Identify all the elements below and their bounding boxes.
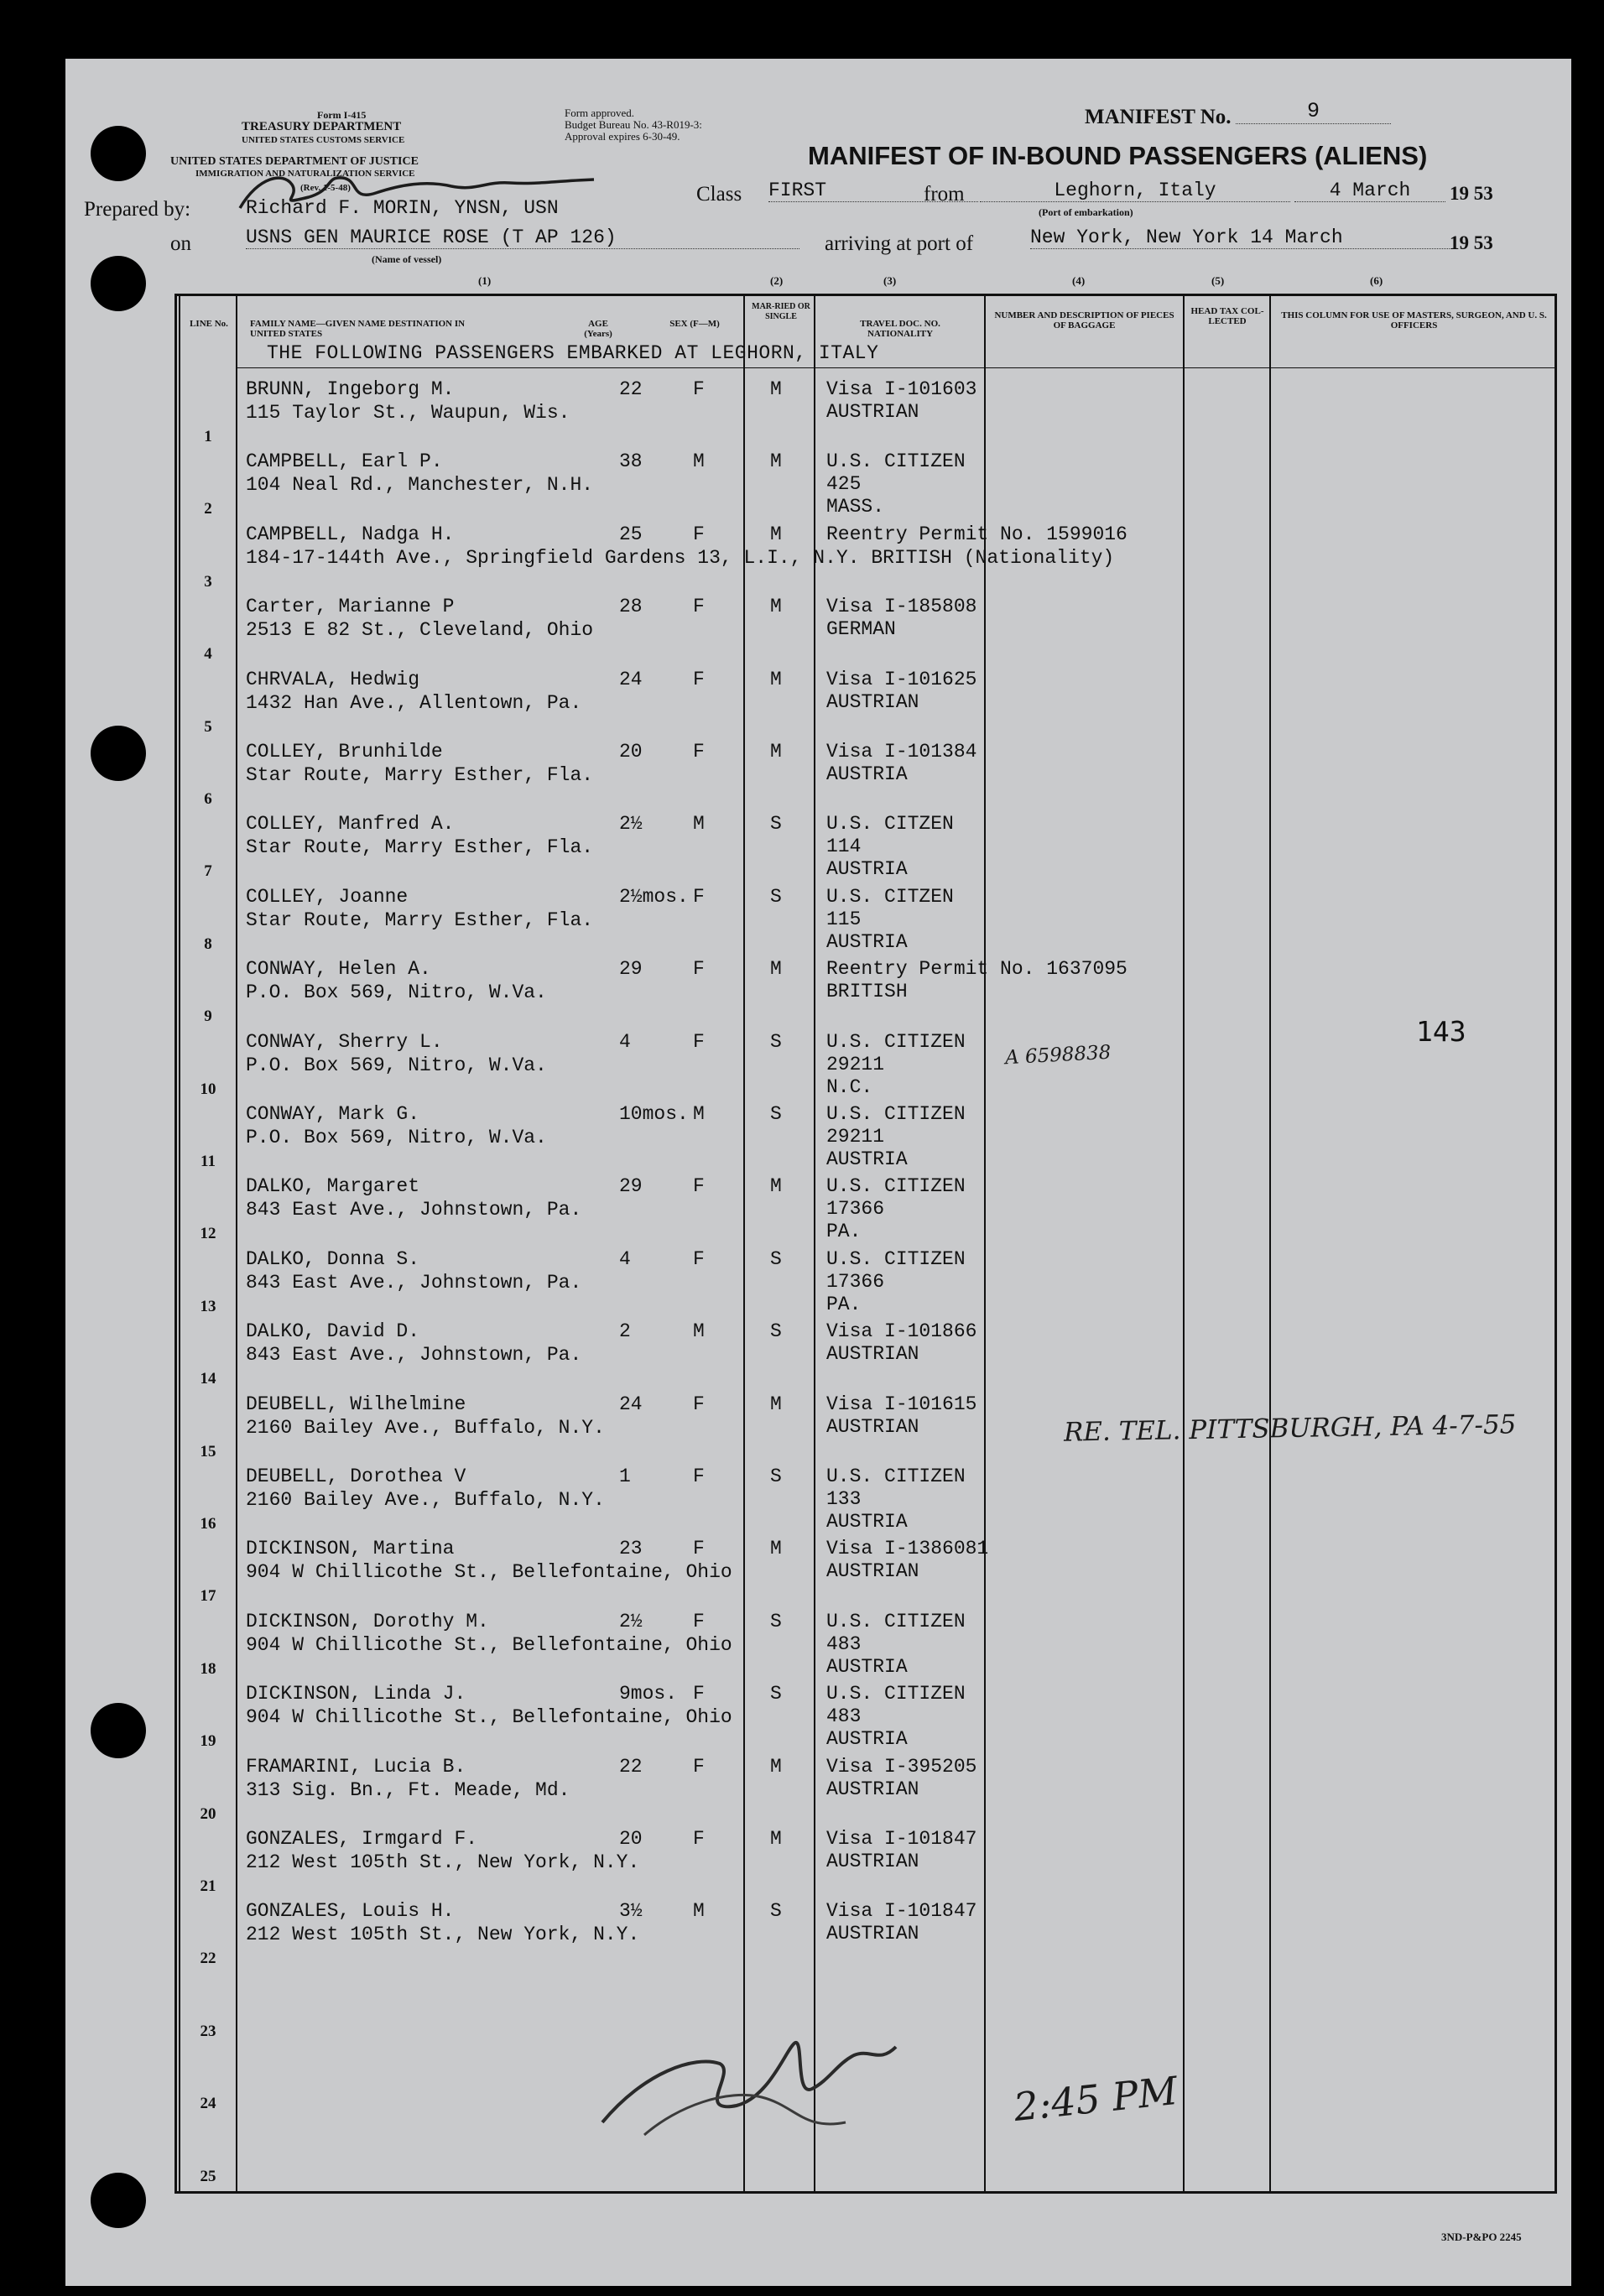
from-label: from bbox=[924, 183, 965, 206]
passenger-sex: F bbox=[693, 1538, 705, 1560]
passenger-age: 4 bbox=[619, 1247, 631, 1270]
travel-document: U.S. CITIZEN bbox=[826, 1610, 966, 1632]
colnum-5: (5) bbox=[1211, 274, 1225, 287]
line-number: 20 bbox=[200, 1804, 216, 1823]
passenger-address: 212 West 105th St., New York, N.Y. bbox=[246, 1851, 640, 1873]
punch-hole bbox=[91, 1703, 146, 1758]
passenger-sex: F bbox=[693, 1175, 705, 1198]
travel-document: AUSTRIAN bbox=[826, 1923, 919, 1945]
line-number: 15 bbox=[200, 1442, 216, 1460]
passenger-name: Carter, Marianne P bbox=[246, 596, 455, 618]
travel-document: Visa I-185808 bbox=[826, 596, 977, 618]
manifest-no-label: MANIFEST No. bbox=[1085, 106, 1232, 128]
passenger-age: 25 bbox=[619, 523, 643, 545]
embarked-note: THE FOLLOWING PASSENGERS EMBARKED AT LEGHORN, ITALY bbox=[267, 342, 879, 364]
header-line-no: LINE No. bbox=[190, 319, 228, 329]
travel-document: AUSTRIAN bbox=[826, 1851, 919, 1872]
table-row bbox=[174, 957, 1601, 1029]
travel-document: U.S. CITZEN bbox=[826, 885, 954, 908]
line-number: 23 bbox=[200, 2022, 216, 2040]
travel-document: AUSTRIAN bbox=[826, 401, 919, 423]
passenger-address: 904 W Chillicothe St., Bellefontaine, Ohio bbox=[246, 1561, 732, 1584]
table-row bbox=[174, 1102, 1601, 1174]
line-number: 1 bbox=[204, 428, 212, 445]
table-row bbox=[174, 1030, 1601, 1102]
passenger-address: 313 Sig. Bn., Ft. Meade, Md. bbox=[246, 1778, 570, 1801]
line-number: 17 bbox=[200, 1587, 216, 1606]
travel-document: 17366 bbox=[826, 1270, 885, 1293]
passenger-sex: F bbox=[693, 741, 705, 763]
line-number: 9 bbox=[204, 1007, 212, 1026]
line-number: 13 bbox=[200, 1297, 216, 1315]
passenger-name: DEUBELL, Wilhelmine bbox=[246, 1393, 466, 1415]
port-caption: (Port of embarkation) bbox=[1039, 206, 1133, 218]
colnum-2: (2) bbox=[770, 274, 784, 287]
line-number: 5 bbox=[204, 717, 212, 736]
travel-document: 425 bbox=[826, 473, 862, 496]
passenger-age: 4 bbox=[619, 1030, 631, 1053]
passenger-age: 2 bbox=[619, 1320, 631, 1343]
passenger-sex: F bbox=[693, 885, 705, 908]
passenger-age: 24 bbox=[619, 1393, 643, 1415]
passenger-address: 2513 E 82 St., Cleveland, Ohio bbox=[246, 619, 594, 642]
passenger-sex: F bbox=[693, 1247, 705, 1270]
passenger-name: DICKINSON, Martina bbox=[246, 1538, 455, 1560]
table-row bbox=[174, 595, 1601, 667]
customs-service: UNITED STATES CUSTOMS SERVICE bbox=[242, 135, 405, 145]
header-married: MAR-RIED OR SINGLE bbox=[752, 302, 810, 321]
passenger-marital: S bbox=[770, 1320, 782, 1343]
passenger-address: Star Route, Marry Esther, Fla. bbox=[246, 909, 594, 931]
table-row bbox=[174, 1827, 1601, 1899]
travel-document: Visa I-101615 bbox=[826, 1393, 977, 1415]
passenger-name: BRUNN, Ingeborg M. bbox=[246, 378, 455, 400]
travel-document: U.S. CITIZEN bbox=[826, 1175, 966, 1198]
passenger-marital: S bbox=[770, 1103, 782, 1125]
colnum-1: (1) bbox=[478, 274, 492, 287]
footer-code: 3ND-P&PO 2245 bbox=[1441, 2231, 1522, 2243]
passenger-marital: M bbox=[770, 523, 782, 545]
line-number: 19 bbox=[200, 1732, 216, 1751]
travel-document: U.S. CITIZEN bbox=[826, 1683, 966, 1705]
passenger-age: 20 bbox=[619, 1828, 643, 1850]
passenger-sex: F bbox=[693, 523, 705, 545]
passenger-address: 843 East Ave., Johnstown, Pa. bbox=[246, 1271, 582, 1294]
line-number: 3 bbox=[204, 572, 212, 591]
passenger-address: 115 Taylor St., Waupun, Wis. bbox=[246, 402, 570, 424]
passenger-address: P.O. Box 569, Nitro, W.Va. bbox=[246, 1054, 547, 1076]
passenger-address: P.O. Box 569, Nitro, W.Va. bbox=[246, 981, 547, 1004]
line-number: 6 bbox=[204, 790, 212, 808]
passenger-sex: M bbox=[693, 1103, 705, 1125]
passenger-age: 23 bbox=[619, 1538, 643, 1560]
passenger-name: DICKINSON, Linda J. bbox=[246, 1683, 466, 1705]
punch-hole bbox=[91, 2173, 146, 2228]
treasury-dept: TREASURY DEPARTMENT bbox=[242, 120, 402, 133]
travel-document: AUSTRIA bbox=[826, 1655, 908, 1678]
passenger-marital: S bbox=[770, 813, 782, 836]
passenger-age: 2½ bbox=[619, 1610, 643, 1632]
passenger-marital: S bbox=[770, 1683, 782, 1705]
passenger-marital: M bbox=[770, 1175, 782, 1198]
passenger-age: 10mos. bbox=[619, 1103, 689, 1125]
passenger-sex: F bbox=[693, 958, 705, 981]
passenger-marital: S bbox=[770, 1466, 782, 1487]
colnum-6: (6) bbox=[1370, 274, 1383, 287]
passenger-marital: S bbox=[770, 1900, 782, 1923]
passenger-sex: F bbox=[693, 1610, 705, 1632]
handwritten-time-note: 2:45 PM bbox=[1011, 2067, 1180, 2131]
table-row bbox=[174, 1320, 1601, 1392]
passenger-sex: M bbox=[693, 813, 705, 836]
passenger-name: DICKINSON, Dorothy M. bbox=[246, 1610, 489, 1632]
on-label: on bbox=[170, 232, 191, 255]
travel-document: 483 bbox=[826, 1632, 862, 1655]
punch-hole bbox=[91, 126, 146, 181]
table-row bbox=[174, 1247, 1601, 1320]
passenger-name: CONWAY, Sherry L. bbox=[246, 1030, 443, 1053]
travel-document: AUSTRIA bbox=[826, 1511, 908, 1533]
travel-document: 133 bbox=[826, 1488, 862, 1510]
passenger-address: 2160 Bailey Ave., Buffalo, N.Y. bbox=[246, 1489, 605, 1511]
table-row bbox=[174, 1682, 1601, 1754]
form-edition: (Rev. 1-5-48) bbox=[300, 183, 351, 193]
passenger-age: 29 bbox=[619, 1175, 643, 1198]
line-number: 14 bbox=[200, 1370, 216, 1388]
table-row bbox=[174, 668, 1601, 740]
travel-document: AUSTRIA bbox=[826, 1728, 908, 1751]
travel-document: Visa I-101625 bbox=[826, 668, 977, 690]
passenger-marital: M bbox=[770, 1393, 782, 1415]
passenger-name: FRAMARINI, Lucia B. bbox=[246, 1755, 466, 1778]
embarkation-year: 19 53 bbox=[1450, 183, 1493, 204]
passenger-name: GONZALES, Irmgard F. bbox=[246, 1828, 478, 1850]
passenger-sex: F bbox=[693, 1466, 705, 1487]
passenger-sex: F bbox=[693, 378, 705, 400]
passenger-name: DALKO, Margaret bbox=[246, 1175, 420, 1198]
handwritten-alien-number: A 6598838 bbox=[1004, 1041, 1112, 1070]
passenger-sex: F bbox=[693, 1683, 705, 1705]
travel-document: PA. bbox=[826, 1293, 862, 1315]
passenger-address: 1432 Han Ave., Allentown, Pa. bbox=[246, 691, 582, 714]
travel-document: Visa I-101866 bbox=[826, 1320, 977, 1343]
line-number: 16 bbox=[200, 1515, 216, 1533]
line-number: 18 bbox=[200, 1659, 216, 1678]
line-number: 7 bbox=[204, 862, 212, 881]
passenger-age: 24 bbox=[619, 668, 643, 690]
passenger-age: 22 bbox=[619, 1755, 643, 1778]
passenger-marital: M bbox=[770, 596, 782, 618]
passenger-sex: F bbox=[693, 1828, 705, 1850]
justice-dept: UNITED STATES DEPARTMENT OF JUSTICE bbox=[170, 155, 419, 168]
travel-document: Visa I-101847 bbox=[826, 1900, 977, 1923]
approval-line-3: Approval expires 6-30-49. bbox=[565, 130, 680, 143]
line-number: 11 bbox=[200, 1153, 216, 1170]
passenger-name: COLLEY, Brunhilde bbox=[246, 741, 443, 763]
table-row bbox=[174, 885, 1601, 957]
passenger-age: 22 bbox=[619, 378, 643, 400]
passenger-age: 1 bbox=[619, 1466, 631, 1487]
passenger-sex: F bbox=[693, 1030, 705, 1053]
line-number: 21 bbox=[200, 1877, 216, 1895]
travel-document: Visa I-101384 bbox=[826, 741, 977, 763]
passenger-sex: M bbox=[693, 1320, 705, 1343]
passenger-marital: M bbox=[770, 741, 782, 763]
header-head-tax: HEAD TAX COL-LECTED bbox=[1190, 306, 1264, 326]
travel-document: U.S. CITZEN bbox=[826, 813, 954, 836]
travel-document: U.S. CITIZEN bbox=[826, 450, 966, 473]
passenger-address: 104 Neal Rd., Manchester, N.H. bbox=[246, 474, 594, 497]
vessel-caption: (Name of vessel) bbox=[372, 253, 442, 265]
travel-document: AUSTRIAN bbox=[826, 690, 919, 713]
passenger-name: DEUBELL, Dorothea V bbox=[246, 1466, 466, 1487]
passenger-age: 28 bbox=[619, 596, 643, 618]
travel-document: GERMAN bbox=[826, 618, 896, 641]
passenger-marital: S bbox=[770, 885, 782, 908]
manifest-no-value: 9 bbox=[1236, 99, 1391, 124]
prepared-by-value: Richard F. MORIN, YNSN, USN bbox=[246, 197, 559, 219]
passenger-name: COLLEY, Manfred A. bbox=[246, 813, 455, 836]
travel-document: U.S. CITIZEN bbox=[826, 1466, 966, 1487]
header-baggage: NUMBER AND DESCRIPTION OF PIECES OF BAGGAGE bbox=[994, 310, 1174, 331]
passenger-sex: F bbox=[693, 668, 705, 690]
embarkation-date: 4 March bbox=[1294, 180, 1445, 202]
approval-line-2: Budget Bureau No. 43-R019-3: bbox=[565, 118, 702, 131]
table-row bbox=[174, 1610, 1601, 1682]
passenger-name: CAMPBELL, Nadga H. bbox=[246, 523, 455, 545]
passenger-address: Star Route, Marry Esther, Fla. bbox=[246, 764, 594, 786]
table-row bbox=[174, 1537, 1601, 1609]
passenger-age: 20 bbox=[619, 741, 643, 763]
prepared-by-label: Prepared by: bbox=[84, 198, 191, 221]
passenger-marital: S bbox=[770, 1610, 782, 1632]
passenger-age: 2½mos. bbox=[619, 885, 689, 908]
passenger-marital: M bbox=[770, 1538, 782, 1560]
colnum-4: (4) bbox=[1072, 274, 1086, 287]
passenger-name: CONWAY, Mark G. bbox=[246, 1103, 420, 1125]
travel-document: AUSTRIAN bbox=[826, 1778, 919, 1800]
table-row bbox=[174, 740, 1601, 812]
line-number: 25 bbox=[200, 2167, 216, 2185]
passenger-marital: M bbox=[770, 1755, 782, 1778]
travel-document: AUSTRIA bbox=[826, 1148, 908, 1170]
travel-document: U.S. CITIZEN bbox=[826, 1030, 966, 1053]
passenger-marital: S bbox=[770, 1247, 782, 1270]
travel-document: AUSTRIAN bbox=[826, 1343, 919, 1366]
travel-document: Visa I-1386081 bbox=[826, 1538, 989, 1560]
punch-hole bbox=[91, 256, 146, 311]
travel-document: 29211 bbox=[826, 1053, 885, 1075]
vessel-name: USNS GEN MAURICE ROSE (T AP 126) bbox=[246, 226, 799, 249]
table-row bbox=[174, 1899, 1601, 1971]
travel-document: AUSTRIA bbox=[826, 763, 908, 785]
passenger-age: 9mos. bbox=[619, 1683, 678, 1705]
header-age: AGE (Years) bbox=[584, 319, 612, 339]
arrival-port: New York, New York 14 March bbox=[1030, 226, 1458, 249]
inspector-signature bbox=[594, 1997, 1030, 2148]
travel-document: U.S. CITIZEN bbox=[826, 1103, 966, 1125]
passenger-address: 904 W Chillicothe St., Bellefontaine, Ohio bbox=[246, 1706, 732, 1729]
arriving-label: arriving at port of bbox=[825, 232, 974, 255]
travel-document: 483 bbox=[826, 1705, 862, 1728]
table-row bbox=[174, 450, 1601, 522]
passenger-age: 29 bbox=[619, 958, 643, 981]
manifest-title: MANIFEST OF IN-BOUND PASSENGERS (ALIENS) bbox=[808, 141, 1428, 170]
passenger-name: COLLEY, Joanne bbox=[246, 885, 409, 908]
passenger-age: 3½ bbox=[619, 1900, 643, 1923]
header-travel-doc: TRAVEL DOC. NO. NATIONALITY bbox=[860, 319, 940, 339]
travel-document: AUSTRIA bbox=[826, 858, 908, 881]
passenger-marital: S bbox=[770, 1030, 782, 1053]
line-number: 24 bbox=[200, 2095, 216, 2113]
passenger-address: 2160 Bailey Ave., Buffalo, N.Y. bbox=[246, 1416, 605, 1439]
approval-line-1: Form approved. bbox=[565, 107, 635, 119]
passenger-sex: F bbox=[693, 1755, 705, 1778]
travel-document: AUSTRIAN bbox=[826, 1415, 919, 1438]
preparer-signature bbox=[233, 168, 602, 218]
passenger-marital: M bbox=[770, 450, 782, 473]
passenger-name: CONWAY, Helen A. bbox=[246, 958, 431, 981]
travel-document: 29211 bbox=[826, 1126, 885, 1148]
form-number: Form I-415 bbox=[317, 109, 367, 121]
passenger-sex: M bbox=[693, 450, 705, 473]
passenger-address: 184-17-144th Ave., Springfield Gardens 13, L.I., N.Y. BRITISH (Nationality) bbox=[246, 546, 1115, 569]
table-row bbox=[174, 1465, 1601, 1537]
passenger-address: 904 W Chillicothe St., Bellefontaine, Ohio bbox=[246, 1633, 732, 1656]
passenger-address: P.O. Box 569, Nitro, W.Va. bbox=[246, 1127, 547, 1148]
passenger-sex: M bbox=[693, 1900, 705, 1923]
header-sex: SEX (F—M) bbox=[669, 319, 720, 329]
passenger-name: CHRVALA, Hedwig bbox=[246, 668, 420, 690]
table-row bbox=[174, 1755, 1601, 1827]
passenger-address: 212 West 105th St., New York, N.Y. bbox=[246, 1924, 640, 1946]
travel-document: AUSTRIAN bbox=[826, 1560, 919, 1583]
passenger-marital: M bbox=[770, 378, 782, 400]
travel-document: Visa I-101847 bbox=[826, 1828, 977, 1850]
handwritten-telegram-note: RE. TEL. PITTSBURGH, PA 4-7-55 bbox=[1063, 1409, 1517, 1448]
passenger-sex: F bbox=[693, 1393, 705, 1415]
class-value: FIRST bbox=[768, 180, 978, 202]
officer-number: 143 bbox=[1416, 1015, 1466, 1048]
travel-document: AUSTRIA bbox=[826, 930, 908, 953]
line-number: 22 bbox=[200, 1950, 216, 1968]
travel-document: BRITISH bbox=[826, 981, 908, 1003]
passenger-name: CAMPBELL, Earl P. bbox=[246, 450, 443, 473]
port-of-embarkation: Leghorn, Italy bbox=[980, 180, 1290, 202]
passenger-name: GONZALES, Louis H. bbox=[246, 1900, 455, 1923]
passenger-table bbox=[174, 294, 1557, 2194]
travel-document: Visa I-395205 bbox=[826, 1755, 977, 1778]
passenger-address: 843 East Ave., Johnstown, Pa. bbox=[246, 1199, 582, 1221]
header-officers: THIS COLUMN FOR USE OF MASTERS, SURGEON, AND U. S. OFFICERS bbox=[1281, 310, 1547, 331]
travel-document: N.C. bbox=[826, 1075, 873, 1098]
passenger-address: 843 East Ave., Johnstown, Pa. bbox=[246, 1344, 582, 1367]
passenger-rows bbox=[174, 377, 1557, 2189]
travel-document: MASS. bbox=[826, 496, 885, 518]
line-number: 4 bbox=[204, 645, 212, 664]
line-number: 2 bbox=[204, 500, 212, 518]
passenger-address: Star Route, Marry Esther, Fla. bbox=[246, 836, 594, 859]
passenger-marital: M bbox=[770, 1828, 782, 1850]
travel-document: 17366 bbox=[826, 1198, 885, 1221]
header-name: FAMILY NAME—GIVEN NAME DESTINATION IN UNITED STATES bbox=[250, 319, 466, 339]
travel-document: PA. bbox=[826, 1221, 862, 1243]
table-row bbox=[174, 812, 1601, 884]
travel-document: 114 bbox=[826, 836, 862, 858]
passenger-age: 2½ bbox=[619, 813, 643, 836]
passenger-sex: F bbox=[693, 596, 705, 618]
travel-document: Reentry Permit No. 1637095 bbox=[826, 958, 1127, 981]
line-number: 10 bbox=[200, 1080, 216, 1098]
punch-hole bbox=[91, 726, 146, 781]
travel-document: Reentry Permit No. 1599016 bbox=[826, 523, 1127, 545]
travel-document: U.S. CITIZEN bbox=[826, 1247, 966, 1270]
passenger-marital: M bbox=[770, 958, 782, 981]
ins-service: IMMIGRATION AND NATURALIZATION SERVICE bbox=[195, 169, 415, 179]
manifest-sheet bbox=[65, 59, 1571, 2286]
line-number: 12 bbox=[200, 1225, 216, 1243]
passenger-name: DALKO, Donna S. bbox=[246, 1247, 420, 1270]
table-row bbox=[174, 523, 1601, 595]
colnum-3: (3) bbox=[883, 274, 897, 287]
arrival-year: 19 53 bbox=[1450, 232, 1493, 253]
class-label: Class bbox=[696, 183, 742, 206]
travel-document: Visa I-101603 bbox=[826, 378, 977, 400]
travel-document: 115 bbox=[826, 908, 862, 930]
table-row bbox=[174, 1174, 1601, 1247]
passenger-name: DALKO, David D. bbox=[246, 1320, 420, 1343]
passenger-marital: M bbox=[770, 668, 782, 690]
table-row bbox=[174, 377, 1601, 450]
passenger-age: 38 bbox=[619, 450, 643, 473]
line-number: 8 bbox=[204, 935, 212, 953]
